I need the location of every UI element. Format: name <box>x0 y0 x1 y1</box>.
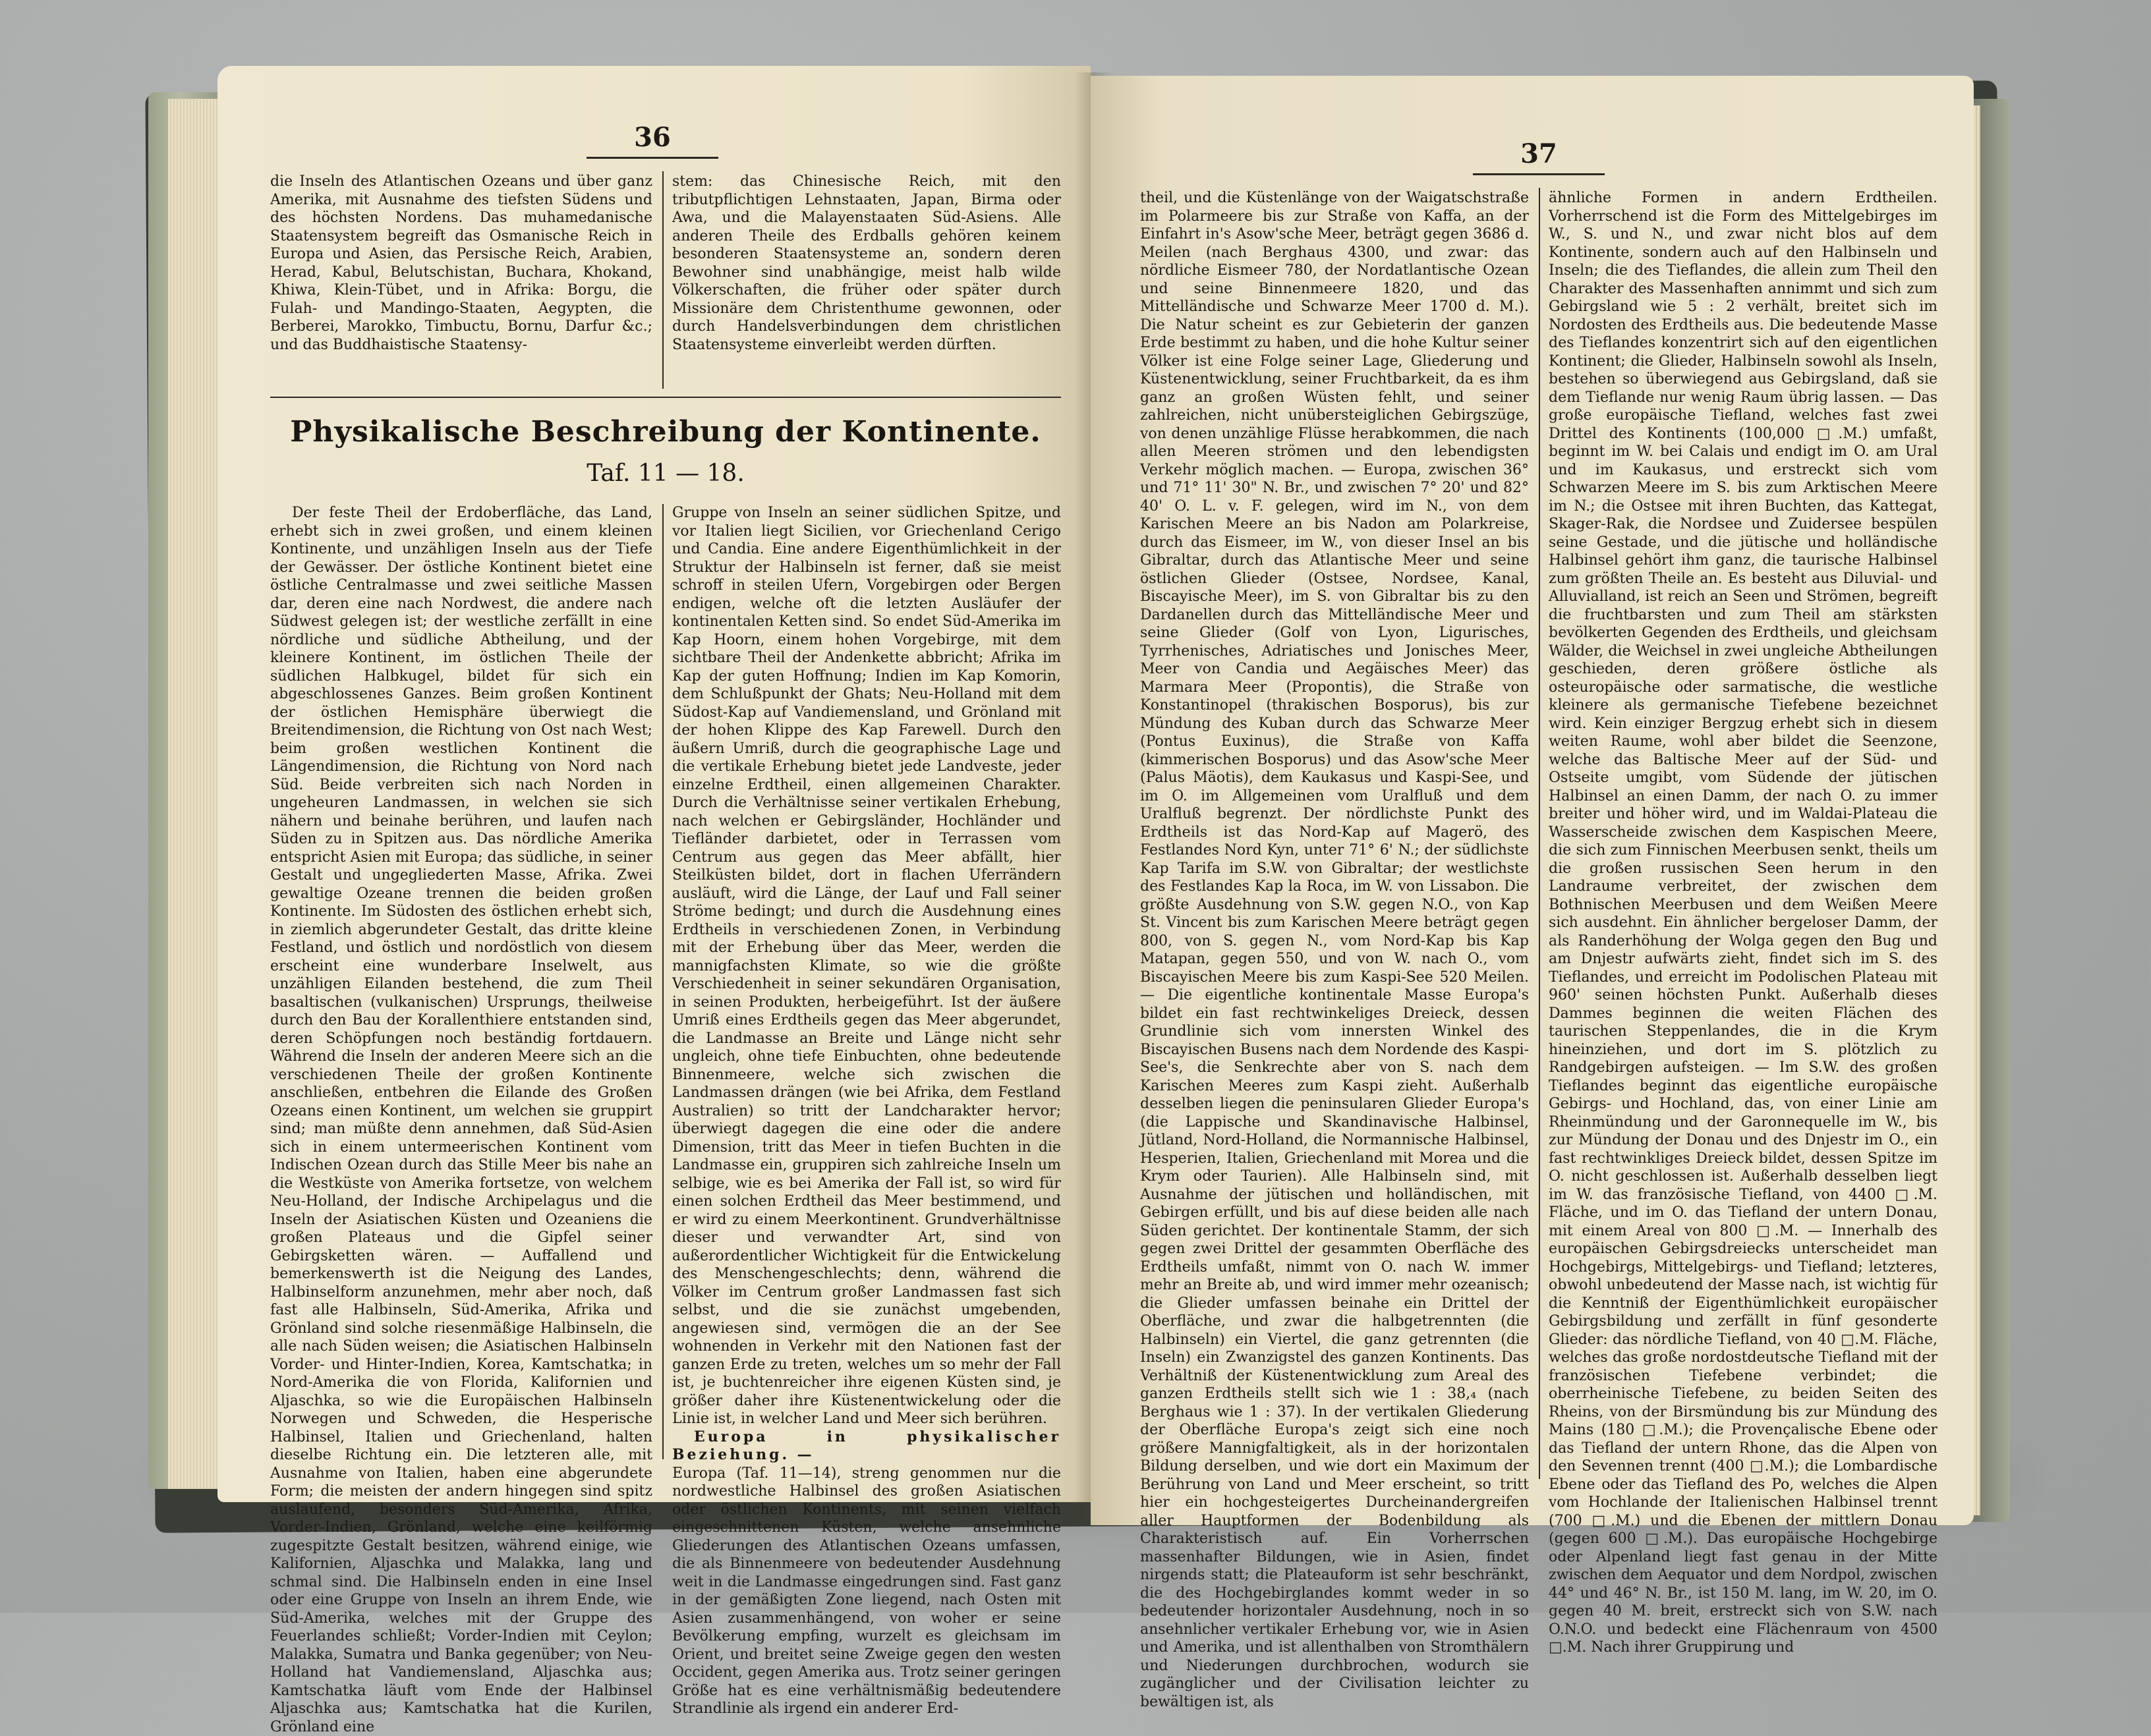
top-column-2 <box>672 173 1061 397</box>
page-number-rule <box>1473 173 1605 175</box>
right-column-2 <box>1549 189 1937 1656</box>
top-column-1-text: die Inseln des Atlantischen Ozeans und über ganz Amerika, mit Ausnahme des tiefsten Südens und des höchsten Nordens. Das muhamedanische Staatensystem begreift das Osmanische Reich in Europa und Asien, das Persische Reich, Arabien, Herad, Kabul, Belutschistan, Buchara, Khokand, Khiwa, Klein-Tübet, und in Afrika: Borgu, die Fulah- und Mandingo-Staaten, Aegypten, die Berberei, Marokko, Timbuctu, Bornu, Darfur &c.; und das Buddhaistische Staatensy- <box>270 173 652 353</box>
top-column-2-text: stem: das Chinesische Reich, mit den tributpflichtigen Lehnstaaten, Japan, Birma oder Awa, und die Malayenstaaten Süd-Asiens. Alle anderen Theile des Erdballs gehören keinem besonderen Staatensysteme an, sondern deren Bewohner sind unabhängige, meist halb wilde Völkerschaften, die früher oder später durch Missionäre dem Christenthume gewonnen, oder durch Handelsverbindungen dem christlichen Staatensysteme einverleibt werden dürften. <box>672 173 1061 353</box>
body-column-divider <box>662 504 664 1459</box>
page-number: 36 <box>634 122 671 153</box>
right-column-1-text: theil, und die Küstenlänge von der Waigatschstraße im Polarmeere bis zur Straße von Kaffa, an der Einfahrt in's Asow'sche Meer, beträgt gegen 3686 d. Meilen (nach Berghaus 4300, und zwar: das nördliche Eismeer 780, der Nordatlantische Ozean und seine Binnenmeere 1820, und das Mittelländische und Schwarze Meer 1700 d. M.). Die Natur scheint es zur Gebieterin der ganzen Erde bestimmt zu haben, und die hohe Kultur seiner Völker ist eine Folge seiner Lage, Gliederung und Küstenentwicklung, seiner Fruchtbarkeit, da es ihm ganz an großen Wüsten fehlt, und seiner zahlreichen, nicht unübersteiglichen Gebirgszüge, von denen unzählige Flüsse herabkommen, die nach allen Meeren strömen und den lebendigsten Verkehr möglich machen. — Europa, zwischen 36° und 71° 11' 30" N. Br., und zwischen 7° 20' und 82° 40' O. L. v. F. gelegen, wird im N., von dem Karischen Meere an bis Nadon am Polarkreise, durch das Eismeer, im W., von dieser Insel an bis Gibraltar, durch das Atlantische Meer und seine östlichen Glieder (Ostsee, Nordsee, Kanal, Biscayische Meer), im S. von Gibraltar bis zu den Dardanellen durch das Mittelländische Meer und seine Glieder (Golf von Lyon, Ligurisches, Tyrrhenisches, Adriatisches und Jonisches Meer, Meer von Candia und Aegäisches Meer) das Marmara Meer (Propontis), die Straße von Konstantinopel (thrakischen Bosporus), bis zur Mündung des Kuban durch das Schwarze Meer (Pontus Euxinus), die Straße von Kaffa (kimmerischen Bosporus) und das Asow'sche Meer (Palus Mäotis), dem Kaukasus und Kaspi-See, und im O. im Allgemeinen vom Uralfluß und dem Uralfluß begrenzt. Der nördlichste Punkt des Erdtheils ist das Nord-Kap auf Magerö, des Festlandes Nord Kyn, unter 71° 6' N.; der südlichste Kap Tarifa im S.W. von Gibraltar; der westlichste des Festlandes Kap la Roca, im W. von Lissabon. Die größte Ausdehnung von S.W. gegen N.O., von Kap St. Vincent bis zum Karischen Meere beträgt gegen 800, von S. gegen N., vom Nord-Kap bis Kap Matapan, gegen 550, und von W. nach O., vom Biscayischen Meere bis zum Kaspi-See 520 Meilen. — Die eigentliche kontinentale Masse Europa's bildet ein fast rechtwinkeliges Dreieck, dessen Grundlinie sich vom innersten Winkel des Biscayischen Busens nach dem Nordende des Kaspi-See's, die Senkrechte aber von S. nach dem Karischen Meeres zum Kaspi zieht. Außerhalb desselben liegen die peninsularen Glieder Europa's (die Lappische und Skandinavische Halbinsel, Jütland, Nord-Holland, die Normannische Halbinsel, Hesperien, Italien, Griechenland mit Morea und die Krym oder Taurien). Alle Halbinseln sind, mit Ausnahme der jütischen und holländischen, mit Gebirgen erfüllt, und bis auf diese beiden alle nach Süden gerichtet. Der kontinentale Stamm, der sich gegen zwei Drittel der gesammten Oberfläche des Erdtheils umfaßt, nimmt von O. nach W. immer mehr an Breite ab, und wird immer mehr ozeanisch; die Glieder umfassen beinahe ein Drittel der Oberfläche, und zwar die halbgetrennten (die Halbinseln) ein Viertel, die ganz getrennten (die Inseln) ein Zwanzigstel des ganzen Kontinents. Das Verhältniß der Küstenentwicklung zum Areal des ganzen Erdtheils stellt sich wie 1 : 38,₄ (nach Berghaus wie 1 : 37). In der vertikalen Gliederung der Oberfläche Europa's zeigt sich eine noch größere Mannigfaltigkeit, als in der horizontalen Bildung derselben, und wie dort ein Maximum der Berührung von Land und Meer erscheint, so tritt hier ein hochgesteigertes Durcheinandergreifen aller Hauptformen der Bodenbildung als Charakteristisch auf. Ein Vorherrschen massenhafter Bildungen, wie in Asien, findet nirgends statt; die Plateauform ist sehr beschränkt, die des Hochgebirglandes kommt weder in so bedeutender horizontaler Ausdehnung, noch in so ansehnlicher vertikaler Erhebung vor, wie in Asien und Amerika, und ist allenthalben von Stromthälern und Niederungen durchbrochen, wodurch sie zugänglicher und der Civilisation leichter zu bewältigen ist, als <box>1140 190 1529 1710</box>
right-column-2-text: ähnliche Formen in andern Erdtheilen. Vorherrschend ist die Form des Mittelgebirges im W., S. und N., und zwar nicht blos auf dem Kontinente, sondern auch auf den Halbinseln und Inseln; die des Tieflandes, die allein zum Theil den Charakter des Massenhaften annimmt und sich zum Gebirgsland wie 5 : 2 verhält, breitet sich im Nordosten des Erdtheils aus. Die bedeutende Masse des Tieflandes konzentrirt sich auf den eigentlichen Kontinent; die Glieder, Halbinseln sowohl als Inseln, bestehen so überwiegend aus Gebirgsland, daß sie dem Tieflande nur wenig Raum übrig lassen. — Das große europäische Tiefland, welches fast zwei Drittel des Kontinents (100,000 □.M.) umfaßt, beginnt im W. bei Calais und endigt im O. am Ural und im Kaukasus, und erstreckt sich vom Schwarzen Meere im S. bis zum Arktischen Meere im N.; die Ostsee mit ihren Buchten, das Kattegat, Skager-Rak, die Nordsee und Zuidersee bespülen seine Gestade, und die jütische und holländische Halbinsel gehört ihm ganz, die taurische Halbinsel zum größten Theile an. Es besteht aus Diluvial- und Alluvialland, ist reich an Seen und Strömen, begreift die fruchtbarsten und zum Theil am stärksten bevölkerten Gegenden des Erdtheils, und gleichsam Wälder, die Weichsel in zwei ungleiche Abtheilungen geschieden, deren größere östliche als osteuropäische oder sarmatische, die westliche kleinere als germanische Tiefebene bezeichnet wird. Kein einziger Bergzug erhebt sich in diesem weiten Raume, wohl aber bildet die Seenzone, welche das Baltische Meer auf der Süd- und Ostseite umgibt, vom Südende der jütischen Halbinsel an einen Damm, der nach O. zu immer breiter und höher wird, und im Waldai-Plateau die Wasserscheide zwischen dem Kaspischen Meere, die sich zum Finnischen Meerbusen senkt, theils um die großen russischen Seen herum in den Landraume verbreitet, der zwischen dem Bothnischen Meerbusen und dem Weißen Meere sich ausdehnt. Ein ähnlicher bergeloser Damm, der als Randerhöhung der Wolga gegen den Bug und am Dnjestr aufwärts zieht, findet sich im S. des Tieflandes, und erreicht im Podolischen Plateau mit 960' seinen höchsten Punkt. Außerhalb dieses Dammes beginnen die weiten Flächen des taurischen Steppenlandes, die in die Krym hineinziehen, und dort im S. plötzlich zu Randgebirgen aufsteigen. — Im S.W. des großen Tieflandes beginnt das eigentliche europäische Gebirgs- und Hochland, das, von einer Linie am Rheinmündung und der Garonnequelle im W., bis zur Mündung der Donau und des Dnjestr im O., ein fast rechtwinkliges Dreieck bildet, dessen Spitze im O. nicht geschlossen ist. Außerhalb desselben liegt im W. das französische Tiefland, von 4400 □.M. Fläche, und im O. das Tiefland der untern Donau, mit einem Areal von 800 □.M. — Innerhalb des europäischen Gebirgsdreiecks unterscheidet man Hochgebirgs, Mittelgebirgs- und Tiefland; letzteres, obwohl unbedeutend der Masse nach, ist wichtig für die Kenntniß der Eigenthümlichkeit europäischer Gebirgsbildung und zerfällt in fünf gesonderte Glieder: das nördliche Tiefland, von 40 □.M. Fläche, welches das große nordostdeutsche Tiefland mit der französischen Tiefebene verbindet; die oberrheinische Tiefebene, zu beiden Seiten des Rheins, von der Birsmündung bis zur Mündung des Mains (180 □.M.); die Provençalische Ebene oder das Tiefland der untern Rhone, das die Alpen von den Sevennen trennt (400 □.M.); die Lombardische Ebene oder das Tiefland des Po, welches die Alpen vom Hochlande der Italienischen Halbinsel trennt (700 □.M.) und die Ebenen der mittlern Donau (gegen 600 □.M.). Das europäische Hochgebirge oder Alpenland liegt fast genau in der Mitte zwischen dem Aequator und dem Nordpol, zwischen 44° und 46° N. Br., ist 150 M. lang, im W. 20, im O. gegen 40 M. breit, erstreckt sich von S.W. nach O.N.O. und bedeckt eine Flächenraum von 4500 □.M. Nach ihrer Gruppirung und <box>1549 190 1937 1656</box>
left-page <box>217 66 1091 1735</box>
body-column-2 <box>672 504 1061 1717</box>
section-rule <box>270 397 1061 398</box>
page-number-rule <box>587 157 718 159</box>
body-column-1 <box>270 504 652 1735</box>
right-page <box>1091 76 1974 1710</box>
plate-reference: Taf. 11 — 18. <box>587 460 745 487</box>
body-column-2-text: Gruppe von Inseln an seiner südlichen Spitze, und vor Italien liegt Sicilien, vor Griechenland Cerigo und Candia. Eine andere Eigenthümlichkeit in der Struktur der Halbinseln ist ferner, daß sie meist schroff in steilen Ufern, Vorgebirgen oder Bergen endigen, welche oft die letzten Ausläufer der kontinentalen Ketten sind. So endet Süd-Amerika im Kap Hoorn, einem hohen Vorgebirge, mit dem sichtbare Theil der Andenkette abbricht; Afrika im Kap der guten Hoffnung; Indien im Kap Komorin, dem Schlußpunkt der Ghats; Neu-Holland mit dem Südost-Kap auf Vandiemensland, und Grönland mit der hohen Klippe des Kap Farewell. Durch den äußern Umriß, durch die geographische Lage und die vertikale Erhebung bietet jede Landveste, jeder einzelne Erdtheil, einen allgemeinen Charakter. Durch die Verhältnisse seiner vertikalen Erhebung, nach welchen er Gebirgsländer, Hochländer und Tiefländer darbietet, oder in Terrassen vom Centrum aus gegen das Meer abfällt, hier Steilküsten bildet, dort in flachen Uferrändern ausläuft, wird die Länge, der Lauf und Fall seiner Ströme bedingt; und durch die Ausdehnung eines Erdtheils in verschiedenen Zonen, in Verbindung mit der Erhebung über das Meer, werden die mannigfachsten Klimate, so wie die größte Verschiedenheit in seiner sekundären Organisation, in seinen Produkten, herbeigeführt. Ist der äußere Umriß eines Erdtheils gegen das Meer abgerundet, die Landmasse an Breite und Länge nicht sehr ungleich, ohne tiefe Einbuchten, ohne bedeutende Binnenmeere, welche sich zwischen die Landmassen drängen (wie bei Afrika, dem Festland Australien) so tritt der Landcharakter hervor; überwiegt dagegen die eine oder die andere Dimension, tritt das Meer in tiefen Buchten in die Landmasse ein, gruppiren sich zahlreiche Inseln um selbige, wie es bei Amerika der Fall ist, so wird für einen solchen Erdtheil das Meer bestimmend, und er wird zu einem Meerkontinent. Grundverhältnisse dieser und verwandter Art, sind von außerordentlicher Wichtigkeit für die Entwickelung des Menschengeschlechts; denn, während die Völker im Centrum großer Landmassen fast sich selbst, und die sie zunächst umgebenden, angewiesen sind, vermögen die an der See wohnenden in Verkehr mit den Nationen fast der ganzen Erde zu treten, welches um so mehr der Fall ist, je buchtenreicher ihre eigenen Küsten sind, je größer daher ihre Küstenentwickelung oder die Linie ist, in welcher Land und Meer sich berühren. <box>672 505 1061 1427</box>
right-column-divider <box>1539 188 1540 1479</box>
column-divider <box>662 171 664 389</box>
top-column-1 <box>270 173 652 397</box>
body-column-2-tail-text: Europa (Taf. 11—14), streng genommen nur die nordwestliche Halbinsel des großen Asiatischen oder östlichen Kontinents, mit seinen vielfach eingeschnittenen Küsten, welche ansehnliche Gliederungen des Atlantischen Ozeans umfassen, die als Binnenmeere von bedeutender Ausdehnung weit in die Landmasse eingedrungen sind. Fast ganz in der gemäßigten Zone liegend, nach Osten mit Asien zusammenhängend, von woher er seine Bevölkerung empfing, wurzelt es gleichsam im Orient, und breitet seine Zweige gegen den westen Occident, gegen Amerika aus. Trotz seiner geringen Größe hat es eine verhältnismäßig bedeutendere Strandlinie als irgend ein anderer Erd- <box>672 1465 1061 1717</box>
page-number: 37 <box>1520 138 1557 169</box>
body-column-1-text: Der feste Theil der Erdoberfläche, das Land, erhebt sich in zwei großen, und einem kleinen Kontinente, und unzähligen Inseln aus der Tiefe der Gewässer. Der östliche Kontinent bietet eine östliche Centralmasse und zwei seitliche Massen dar, deren eine nach Nordwest, die andere nach Südwest gelegen ist; der westliche zerfällt in eine nördliche und südliche Abtheilung, und der kleinere Kontinent, im östlichen Theile der südlichen Halbkugel, bildet für sich ein abgeschlossenes Ganzes. Beim großen Kontinent der östlichen Hemisphäre überwiegt die Breitendimension, die Richtung von Ost nach West; beim großen westlichen Kontinent die Längendimension, die Richtung von Nord nach Süd. Beide verbreiten sich nach Norden in ungeheuren Landmassen, in welchen sie sich nähern und beinahe berühren, und laufen nach Süden zu in Spitzen aus. Das nördliche Amerika entspricht Asien mit Europa; das südliche, in seiner Gestalt und ungegliederten Masse, Afrika. Zwei gewaltige Ozeane trennen die beiden großen Kontinente. Im Südosten des östlichen erhebt sich, in ziemlich abgerundeter Gestalt, das dritte kleine Festland, und östlich und nordöstlich von diesem erscheint eine wunderbare Inselwelt, aus unzähligen Eilanden bestehend, die zum Theil basaltischen (vulkanischen) Ursprungs, theilweise durch den Bau der Korallenthiere entstanden sind, deren Schöpfungen noch beständig fortdauern. Während die Inseln der anderen Meere sich an die verschiedenen Theile der großen Kontinente anschließen, entbehren die Eilande des Großen Ozeans einen Kontinent, um welchen sie gruppirt sind; man müßte denn annehmen, daß Süd-Asien sich in einem untermeerischen Kontinent vom Indischen Ozean durch das Stille Meer bis nahe an die Westküste von Amerika fortsetze, von welchem Neu-Holland, der Indische Archipelagus und die Inseln der Asiatischen Küsten und Ozeaniens die großen Plateaus und die Gipfel seiner Gebirgsketten wären. — Auffallend und bemerkenswerth ist die Neigung des Landes, Halbinselform anzunehmen, mehr aber noch, daß fast alle Halbinseln, Süd-Amerika, Afrika und Grönland sind solche riesenmäßige Halbinseln, die alle nach Süden weisen; die Asiatischen Halbinseln Vorder- und Hinter-Indien, Korea, Kamtschatka; in Nord-Amerika die von Florida, Kalifornien und Aljaschka, so wie die Europäischen Halbinseln Norwegen und Schweden, die Hesperische Halbinsel, Italien und Griechenland, halten dieselbe Richtung ein. Die letzteren alle, mit Ausnahme von Italien, haben eine abgerundete Form; die meisten der andern hingegen sind spitz auslaufend, besonders Süd-Amerika, Afrika, Vorder-Indien, Grönland, welche eine keilförmig zugespitzte Gestalt besitzen, während einige, wie Kalifornien, Aljaschka und Malakka, lang und schmal sind. Die Halbinseln enden in eine Insel oder eine Gruppe von Inseln an ihrem Ende, wie Süd-Amerika, welches mit der Gruppe des Feuerlandes schließt; Vorder-Indien mit Ceylon; Malakka, Sumatra und Banka gegenüber; von Neu-Holland hat Vandiemensland, Aljaschka aus; Kamtschatka läuft vom Ende der Halbinsel Aljaschka aus; Kamtschatka hat die Kurilen, Grönland eine <box>270 505 652 1735</box>
right-column-1 <box>1140 189 1529 1710</box>
section-title-europe: Europa in physikalischer Beziehung. — <box>672 1428 1061 1463</box>
section-heading: Physikalische Beschreibung der Kontinente. <box>290 415 1041 449</box>
